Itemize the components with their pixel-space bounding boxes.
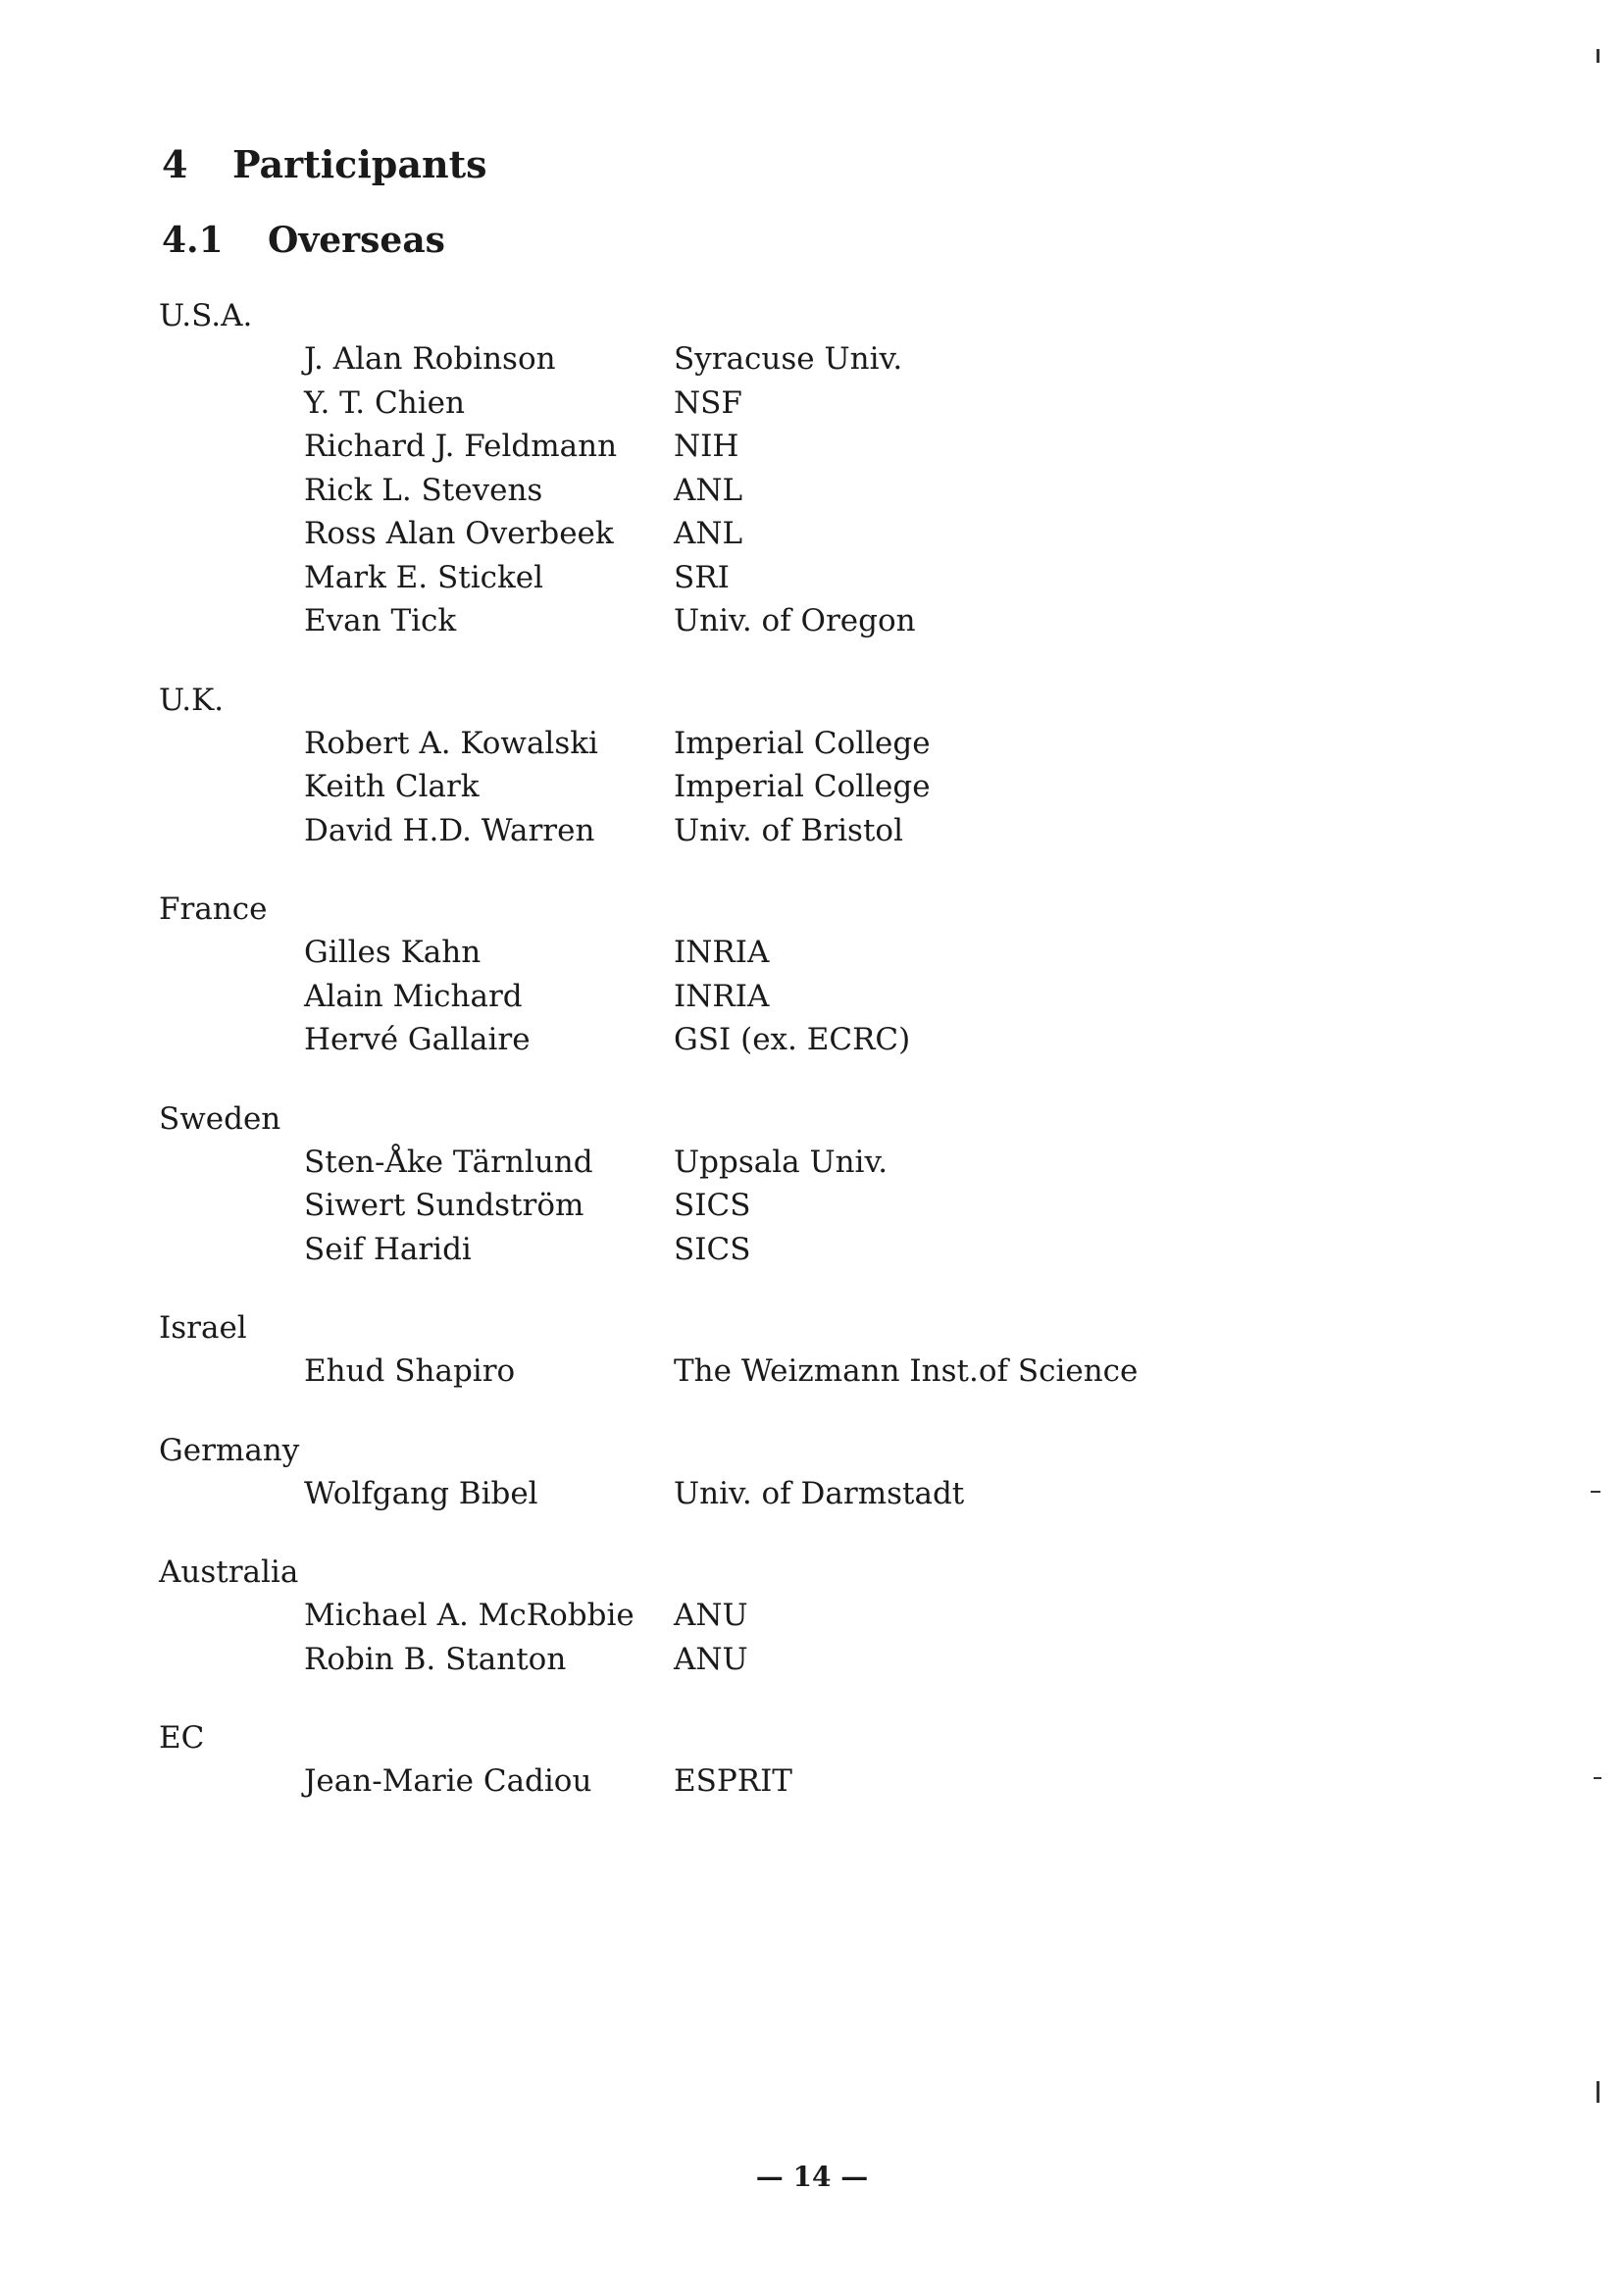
participant-row <box>159 469 1434 513</box>
participant-name: Sten-Åke Tärnlund <box>304 1144 593 1180</box>
participant-row <box>159 599 1434 643</box>
participant-affiliation: Univ. of Bristol <box>674 812 903 848</box>
country-name: Germany <box>159 1432 300 1468</box>
participant-row <box>159 1184 1434 1228</box>
participant-name: Siwert Sundström <box>304 1188 584 1223</box>
participant-name: Hervé Gallaire <box>304 1022 531 1057</box>
scan-mark <box>1597 49 1599 63</box>
participant-row <box>159 1018 1434 1062</box>
country-group <box>159 888 1434 1062</box>
section-title: Participants <box>232 142 487 186</box>
participant-name: Y. T. Chien <box>304 384 465 421</box>
participant-row <box>159 382 1434 426</box>
participant-row <box>159 765 1434 809</box>
participant-affiliation: NSF <box>674 384 742 421</box>
participant-name: Richard J. Feldmann <box>304 429 618 464</box>
participant-row <box>159 425 1434 469</box>
participant-row <box>159 931 1434 975</box>
participant-affiliation: Imperial College <box>674 725 931 761</box>
participant-row <box>159 1228 1434 1272</box>
participant-row <box>159 809 1434 853</box>
participant-name: Mark E. Stickel <box>304 559 544 595</box>
country-group <box>159 1097 1434 1272</box>
section-heading <box>162 142 487 186</box>
scan-mark <box>1594 1777 1601 1779</box>
country-name: France <box>159 892 268 927</box>
participant-name: Wolfgang Bibel <box>304 1475 538 1511</box>
page-number: — 14 — <box>755 2161 869 2193</box>
country-group <box>159 1429 1434 1516</box>
participant-affiliation: Uppsala Univ. <box>674 1144 888 1180</box>
participant-affiliation: SICS <box>674 1188 751 1223</box>
country-group <box>159 1716 1434 1804</box>
participant-row <box>159 512 1434 556</box>
participant-name: Alain Michard <box>304 978 523 1014</box>
participant-affiliation: ANU <box>674 1598 748 1633</box>
participant-affiliation: GSI (ex. ECRC) <box>674 1022 911 1057</box>
section-number: 4 <box>162 142 188 186</box>
subsection-title: Overseas <box>268 220 445 261</box>
scan-mark <box>1597 2081 1599 2103</box>
subsection-number: 4.1 <box>162 220 224 261</box>
country-name: Israel <box>159 1310 247 1346</box>
participant-row <box>159 1594 1434 1638</box>
participant-name: Robin B. Stanton <box>304 1641 567 1677</box>
country-group <box>159 679 1434 853</box>
participant-name: Keith Clark <box>304 769 480 804</box>
participant-row <box>159 1638 1434 1682</box>
participant-name: Rick L. Stevens <box>304 472 543 508</box>
participant-affiliation: SRI <box>674 559 730 595</box>
participant-name: Michael A. McRobbie <box>304 1598 634 1633</box>
participant-affiliation: INRIA <box>674 978 770 1014</box>
participant-affiliation: NIH <box>674 429 739 464</box>
participant-row <box>159 1141 1434 1185</box>
participant-row <box>159 1759 1434 1804</box>
country-name: U.S.A. <box>159 298 253 333</box>
participant-name: Jean-Marie Cadiou <box>304 1763 592 1799</box>
subsection-heading <box>162 220 445 261</box>
country-group <box>159 1551 1434 1681</box>
participant-affiliation: The Weizmann Inst.of Science <box>674 1353 1139 1389</box>
participant-row <box>159 337 1434 382</box>
country-group <box>159 294 1434 643</box>
participant-affiliation: ESPRIT <box>674 1763 792 1799</box>
participant-name: Evan Tick <box>304 603 457 638</box>
country-name: Sweden <box>159 1100 281 1137</box>
country-name: EC <box>159 1720 205 1756</box>
participant-name: J. Alan Robinson <box>304 341 556 377</box>
participant-row <box>159 1350 1434 1394</box>
participant-affiliation: Univ. of Oregon <box>674 603 916 638</box>
participants-list <box>159 294 1434 1839</box>
participant-affiliation: ANL <box>674 516 743 551</box>
participant-affiliation: ANU <box>674 1641 748 1677</box>
participant-affiliation: SICS <box>674 1231 751 1267</box>
participant-name: David H.D. Warren <box>304 812 595 848</box>
participant-affiliation: ANL <box>674 472 743 508</box>
participant-affiliation: Imperial College <box>674 769 931 804</box>
participant-row <box>159 556 1434 600</box>
participant-row <box>159 975 1434 1019</box>
participant-name: Gilles Kahn <box>304 935 482 970</box>
participant-name: Seif Haridi <box>304 1231 472 1267</box>
participant-name: Ehud Shapiro <box>304 1353 516 1389</box>
participant-row <box>159 1472 1434 1516</box>
country-group <box>159 1306 1434 1394</box>
scan-mark <box>1591 1491 1600 1493</box>
country-name: Australia <box>159 1554 299 1590</box>
participant-name: Robert A. Kowalski <box>304 725 598 761</box>
participant-affiliation: Univ. of Darmstadt <box>674 1475 965 1511</box>
country-name: U.K. <box>159 682 225 718</box>
participant-name: Ross Alan Overbeek <box>304 516 614 551</box>
participant-affiliation: Syracuse Univ. <box>674 341 903 377</box>
participant-row <box>159 722 1434 766</box>
participant-affiliation: INRIA <box>674 935 770 970</box>
